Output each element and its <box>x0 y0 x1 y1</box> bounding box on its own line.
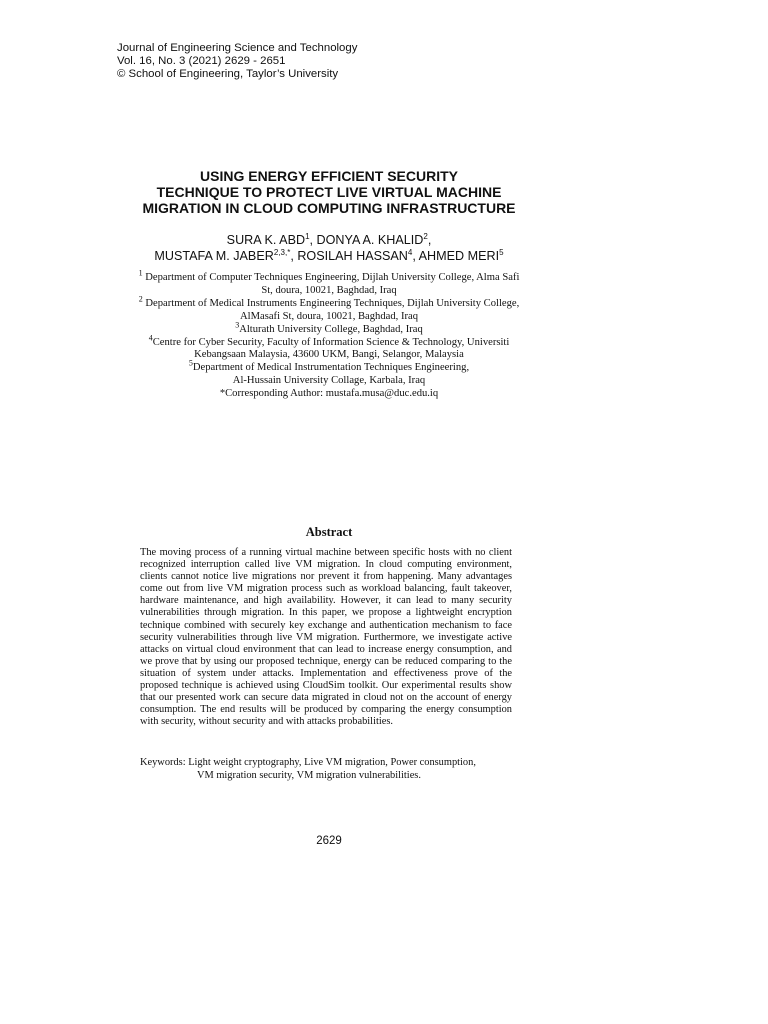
author-line-1: SURA K. ABD$^1$, DONYA A. KHALID$^2$, <box>226 231 432 247</box>
author-name: AHMED MERI <box>418 248 500 263</box>
affiliation-1 <box>0 268 658 285</box>
paper-title <box>0 168 658 217</box>
title-line-3: MIGRATION IN CLOUD COMPUTING INFRASTRUCTURE <box>142 200 516 217</box>
affiliation-5 <box>0 358 658 375</box>
affiliation-mark: 1 <box>138 268 143 278</box>
title-line-2: TECHNIQUE TO PROTECT LIVE VIRTUAL MACHINE <box>156 184 502 201</box>
affiliation-4 <box>0 333 658 350</box>
affiliation-5-cont: Al-Hussain University Collage, Karbala, Iraq <box>232 375 426 387</box>
journal-header <box>117 42 357 82</box>
affiliation-2-cont: AlMasafi St, doura, 10021, Baghdad, Iraq <box>240 310 418 322</box>
author-name: MUSTAFA M. JABER <box>154 248 274 263</box>
author-affiliation-mark: 2 <box>423 231 428 241</box>
title-line-1: USING ENERGY EFFICIENT SECURITY <box>200 168 458 184</box>
keywords <box>140 756 520 782</box>
page-number: 2629 <box>316 835 342 847</box>
journal-volume: Vol. 16, No. 3 (2021) 2629 - 2651 <box>117 55 286 68</box>
author-affiliation-mark: 5 <box>499 247 504 257</box>
author-name: DONYA A. KHALID <box>316 233 424 247</box>
author-name: ROSILAH HASSAN <box>297 248 408 263</box>
corresponding-author: *Corresponding Author: mustafa.musa@duc.edu.iq <box>219 388 439 400</box>
affiliation-4-cont: Kebangsaan Malaysia, 43600 UKM, Bangi, Selangor, Malaysia <box>194 349 464 361</box>
affiliation-text: Centre for Cyber Security, Faculty of Information Science & Technology, Universiti <box>152 336 510 348</box>
affiliation-mark: 5 <box>188 358 193 368</box>
affiliation-1-cont: St, doura, 10021, Baghdad, Iraq <box>261 284 397 296</box>
journal-copyright: © School of Engineering, Taylor’s University <box>117 68 339 81</box>
keywords-line-1: Keywords: Light weight cryptography, Live VM migration, Power consumption, <box>140 757 476 768</box>
affiliation-mark: 3 <box>235 320 240 330</box>
keywords-line-2: VM migration security, VM migration vulnerabilities. <box>197 770 421 782</box>
affiliation-list <box>0 268 658 401</box>
author-affiliation-mark: 4 <box>407 247 413 257</box>
affiliation-3 <box>0 320 658 337</box>
author-list <box>0 233 658 264</box>
affiliation-mark: 2 <box>138 294 143 304</box>
affiliation-mark: 4 <box>148 333 153 342</box>
abstract-body: The moving process of a running virtual machine between specific hosts with no client recognized interruption called live VM migration. In cloud computing environment, clients cannot notice live migrations nor prevent it from happening. Many advantages come out from live VM migration process such as workload balancing, fault takeover, hardware maintenance, and high availability. However, it can lead to many security vulnerabilities through migration. In this paper, we propose a lightweight encryption technique combined with securely key exchange and authentication mechanism to face security vulnerabilities through live VM migration. Furthermore, we investigate active attacks on virtual cloud environment that can lead to increase energy consumption, and we prove that by using our proposed technique, energy can be reduced comparing to the situation of system under attacks. Implementation and effectiveness prove of the proposed technique is achieved using CloudSim toolkit. Our experimental results show that our presented work can secure data migrated in cloud not on the account of energy consumption. The end results will be produced by comparing the energy consumption with security, without security and with attacks probabilities. <box>140 547 512 728</box>
journal-name: Journal of Engineering Science and Technology <box>117 42 358 54</box>
affiliation-text: Department of Medical Instrumentation Techniques Engineering, <box>192 362 470 374</box>
affiliation-text: Department of Computer Techniques Engineering, Dijlah University College, Alma Safi <box>142 272 520 283</box>
author-affiliation-mark: 1 <box>305 231 310 241</box>
affiliation-text: Alturath University College, Baghdad, Iraq <box>239 323 423 335</box>
author-line-2: MUSTAFA M. $JABER^{2,3,*}$, ROSILAH HASSAN$^4$, AHMED MERI$^5$ <box>154 247 504 263</box>
affiliation-2 <box>0 294 658 311</box>
affiliation-text: Department of Medical Instruments Engineering Techniques, Dijlah University College, <box>142 297 520 309</box>
author-affiliation-mark: 2,3,* <box>273 247 291 257</box>
author-name: SURA K. ABD <box>226 233 306 247</box>
abstract-heading: Abstract <box>305 525 353 539</box>
